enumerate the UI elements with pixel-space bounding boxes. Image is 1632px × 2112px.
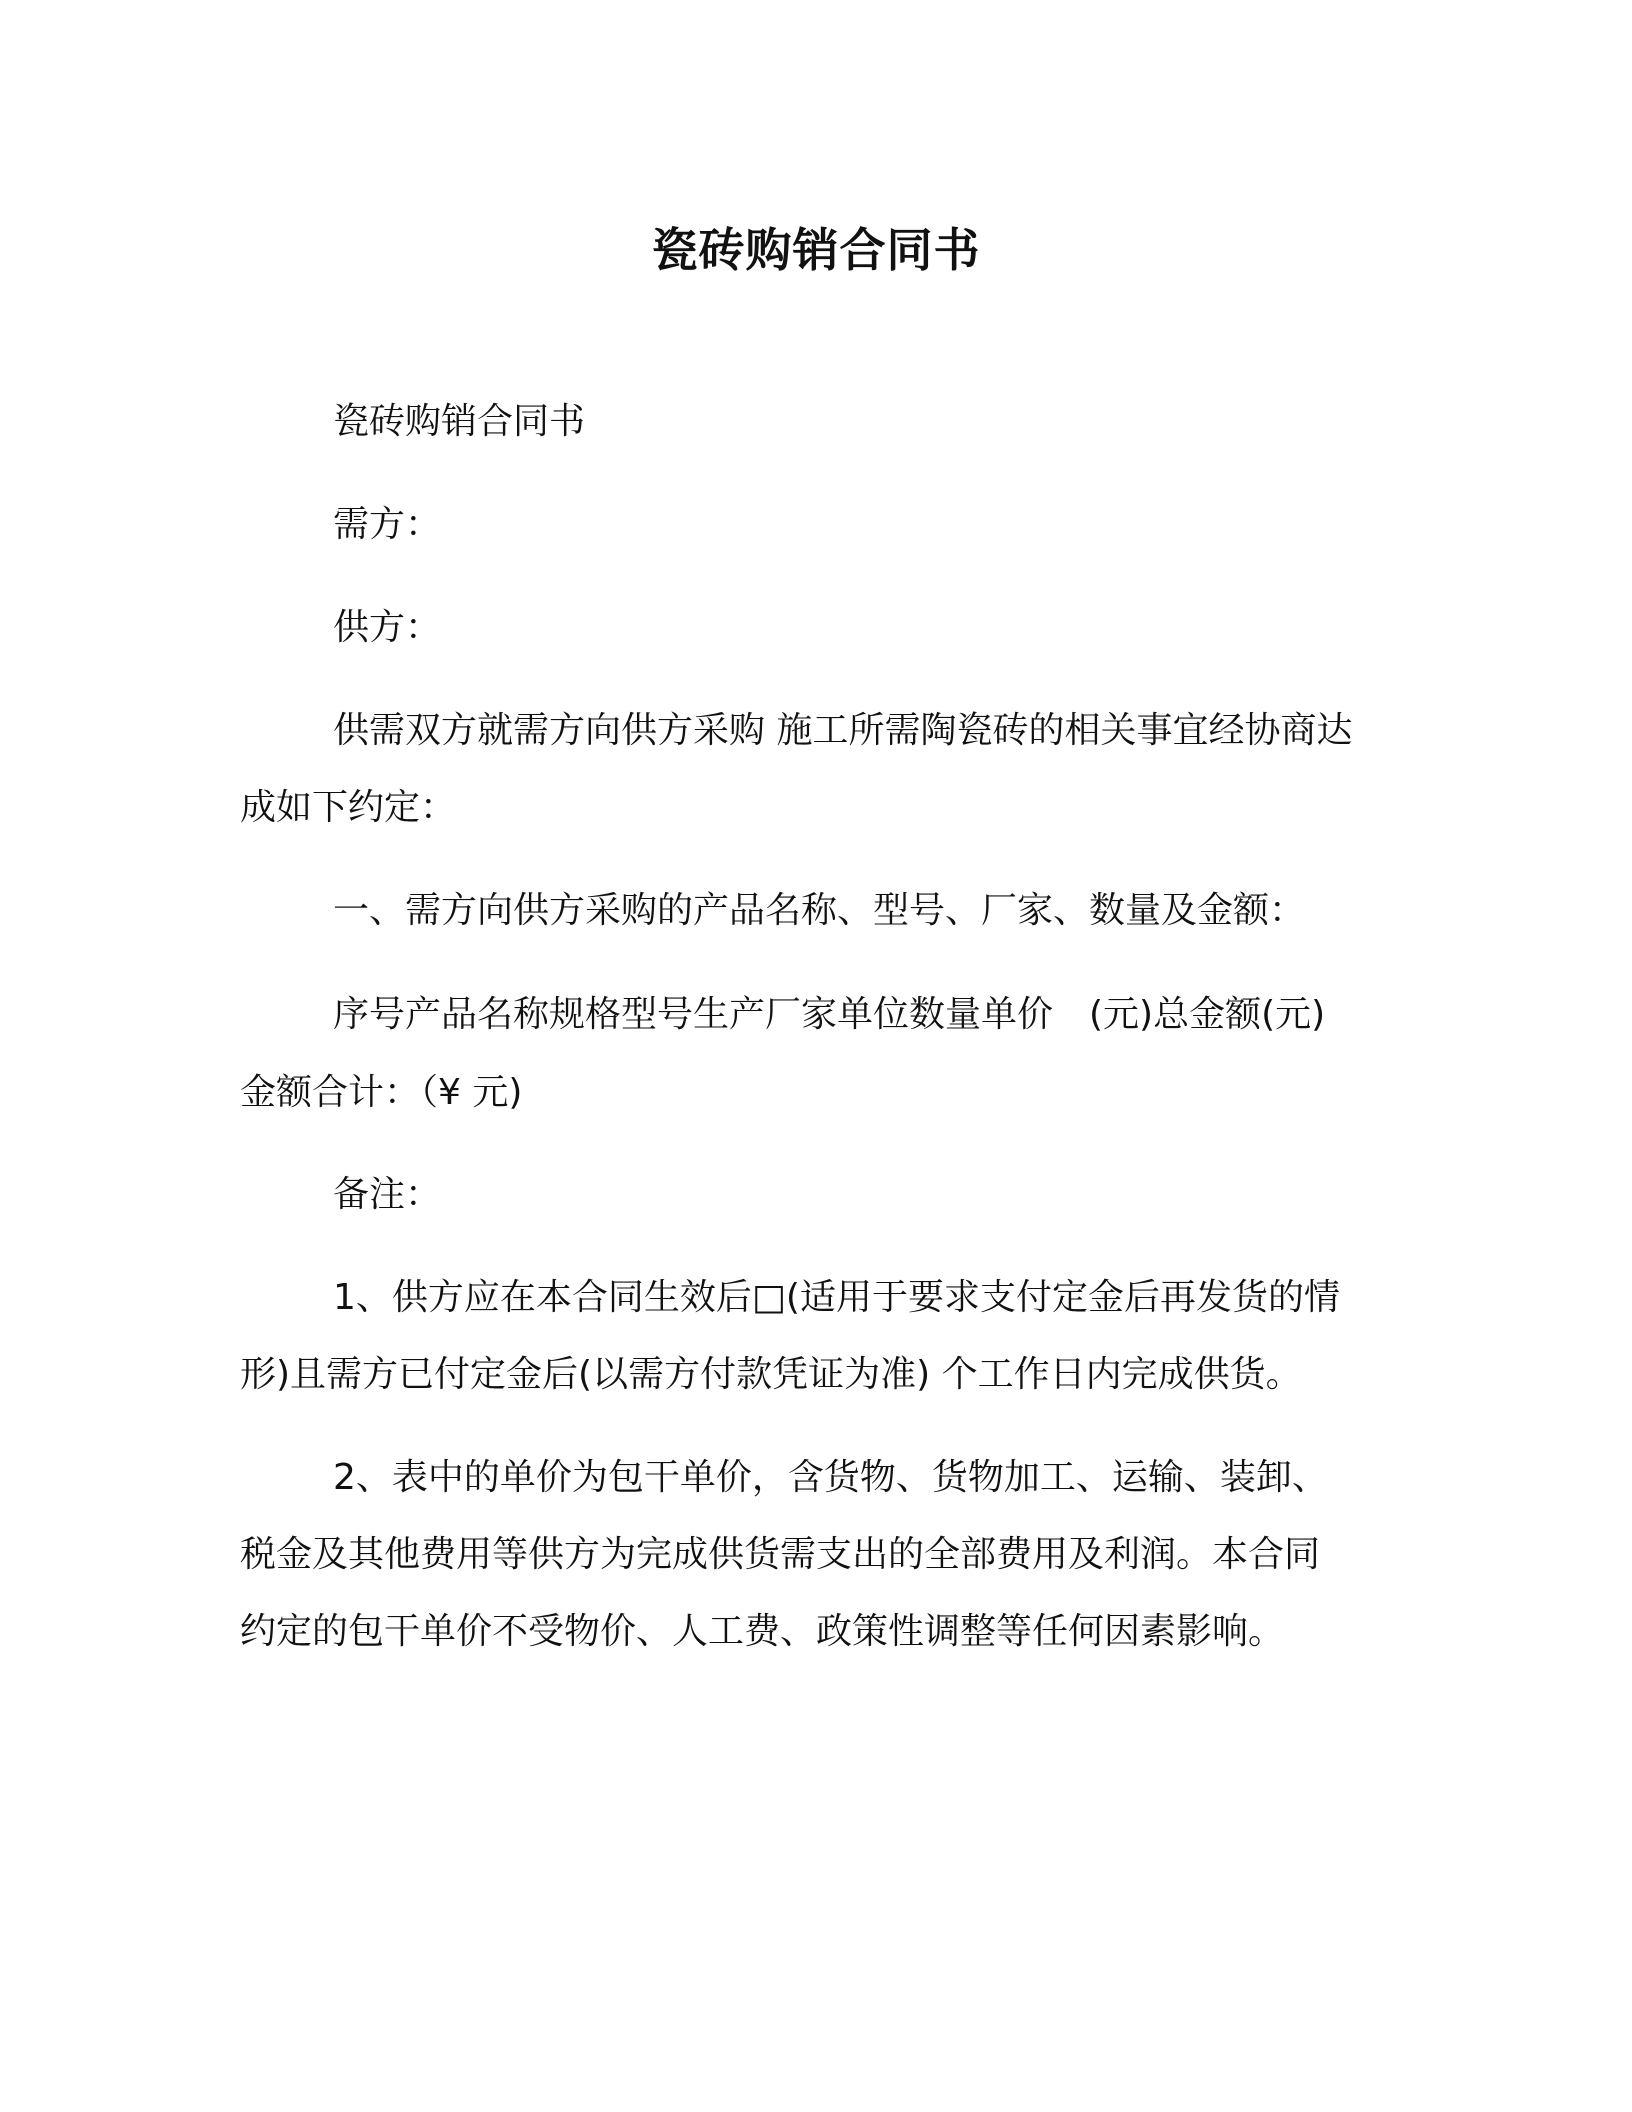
clause-2-line: 2、表中的单价为包干单价，含货物、货物加工、运输、装卸、 xyxy=(333,1457,1328,1498)
paragraph-line: 成如下约定： xyxy=(240,787,457,828)
section-heading: 一、需方向供方采购的产品名称、型号、厂家、数量及金额： xyxy=(333,890,1306,931)
buyer-line: 需方： xyxy=(333,504,442,545)
amount-total-line: 金额合计：（¥ 元) xyxy=(240,1072,523,1113)
supplier-line: 供方： xyxy=(333,607,442,648)
clause-1-line: 1、供方应在本合同生效后□(适用于要求支付定金后再发货的情 xyxy=(333,1277,1340,1318)
clause-2-line: 约定的包干单价不受物价、人工费、政策性调整等任何因素影响。 xyxy=(240,1611,1285,1652)
subtitle-line: 瓷砖购销合同书 xyxy=(333,401,586,442)
paragraph-line: 供需双方就需方向供方采购 施工所需陶瓷砖的相关事宜经协商达 xyxy=(333,710,1353,751)
clause-1-line: 形)且需方已付定金后(以需方付款凭证为准) 个工作日内完成供货。 xyxy=(240,1354,1302,1395)
table-header-line: 序号产品名称规格型号生产厂家单位数量单价 (元)总金额(元) xyxy=(333,994,1326,1035)
clause-2-line: 税金及其他费用等供方为完成供货需支出的全部费用及利润。本合同 xyxy=(240,1534,1321,1575)
document-title: 瓷砖购销合同书 xyxy=(651,223,981,277)
remarks-label: 备注： xyxy=(333,1174,442,1215)
